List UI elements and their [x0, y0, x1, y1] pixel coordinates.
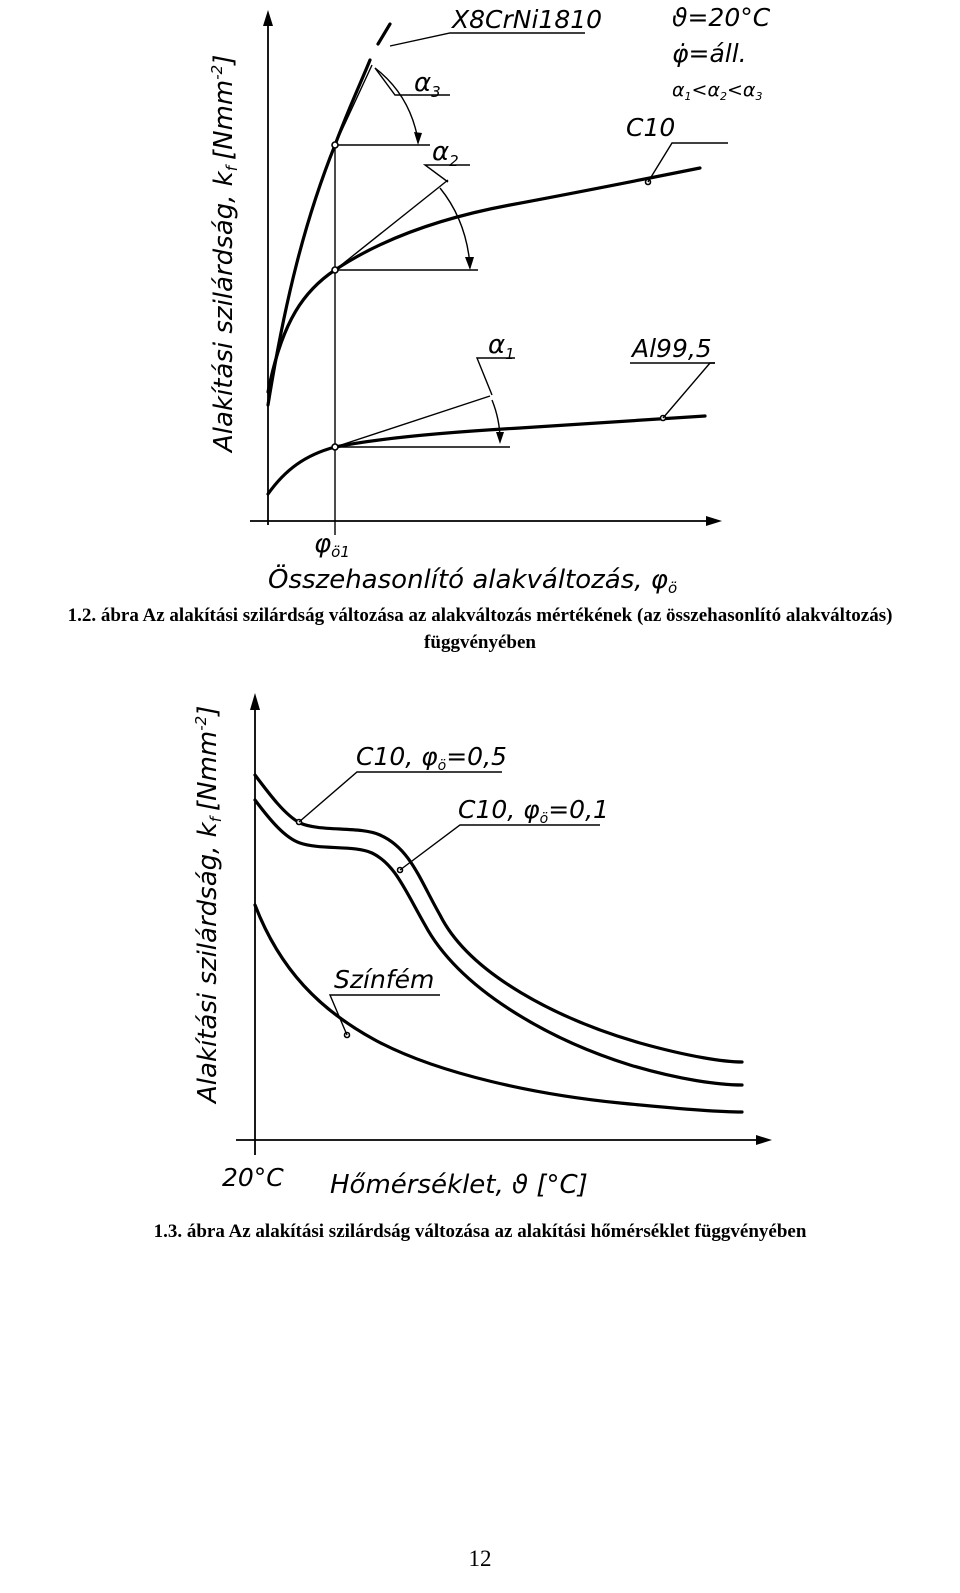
- x-axis-label: Összehasonlító alakváltozás, φö: [268, 565, 678, 597]
- curve-x8crni1810: [268, 60, 370, 405]
- angle-arc-alpha2: [440, 188, 470, 265]
- leader-szinfem: [330, 995, 440, 1035]
- leader-alpha1: [477, 358, 515, 395]
- figure-1-caption-line1: 1.2. ábra Az alakítási szilárdság változása az alakváltozás mértékének (az összehasonlító alakváltozás): [67, 605, 893, 626]
- leader-al: [663, 363, 715, 418]
- tangent-x8: [335, 65, 372, 145]
- figure-2-caption: 1.3. ábra Az alakítási szilárdság változása az alakítási hőmérséklet függvényében: [153, 1221, 807, 1242]
- x-tick-phi-o1: φö1: [314, 529, 350, 561]
- label-c10-phi-01: C10, $\varphi_ö=0,1$: [458, 795, 609, 827]
- x-axis-arrow: [706, 516, 722, 526]
- y-axis-arrow: [263, 10, 273, 26]
- leader-alpha2: [425, 165, 470, 182]
- point-c10: [332, 267, 338, 273]
- y-axis-2-label: Alakítási szilárdság, kf[Nmm$^{-2}$]: [192, 705, 225, 1103]
- label-alpha1: $\alpha_1$: [488, 330, 515, 363]
- curve-x8crni1810-tip: [378, 24, 390, 44]
- figure-1-caption-line2: függvényében: [424, 632, 536, 653]
- tangent-al: [335, 396, 490, 447]
- x-axis-2-label: Hőmérséklet, ϑ [°C]: [330, 1170, 588, 1200]
- condition-angles: $\alpha_1<\alpha_2<\alpha_3$: [672, 79, 763, 103]
- x-axis-2-arrow: [756, 1135, 772, 1145]
- label-c10: C10: [626, 113, 676, 142]
- point-al: [332, 444, 338, 450]
- x-tick-20c: 20°C: [222, 1163, 284, 1192]
- condition-strain-rate: φ̇=áll.: [672, 39, 747, 68]
- curve-c10-01: [255, 800, 742, 1085]
- label-alpha3: $\alpha_3$: [414, 68, 441, 101]
- page-number: 12: [468, 1546, 492, 1571]
- condition-temperature: ϑ=20°C: [672, 3, 771, 32]
- point-x8: [332, 142, 338, 148]
- y-axis-label: Alakítási szilárdság, kf[Nmm$^{-2}$]: [208, 54, 241, 452]
- figure-1-caption: [0, 602, 960, 656]
- label-al995: Al99,5: [632, 334, 712, 363]
- label-alpha2: $\alpha_2$: [432, 137, 459, 170]
- curve-szinfem: [255, 905, 742, 1112]
- label-c10-phi-05: C10, $\varphi_ö=0,5$: [356, 742, 507, 774]
- curve-al995: [268, 416, 705, 494]
- label-x8crni1810: X8CrNi1810: [452, 5, 603, 34]
- figure-2-strength-vs-temperature: [0, 690, 960, 1210]
- label-szinfem: Színfém: [334, 965, 435, 994]
- y-axis-2-arrow: [250, 693, 260, 710]
- leader-c10-01: [400, 825, 600, 870]
- angle-arc-alpha3: [375, 68, 418, 140]
- figure-1-strength-vs-strain: [0, 0, 960, 600]
- leader-x8: [390, 33, 585, 46]
